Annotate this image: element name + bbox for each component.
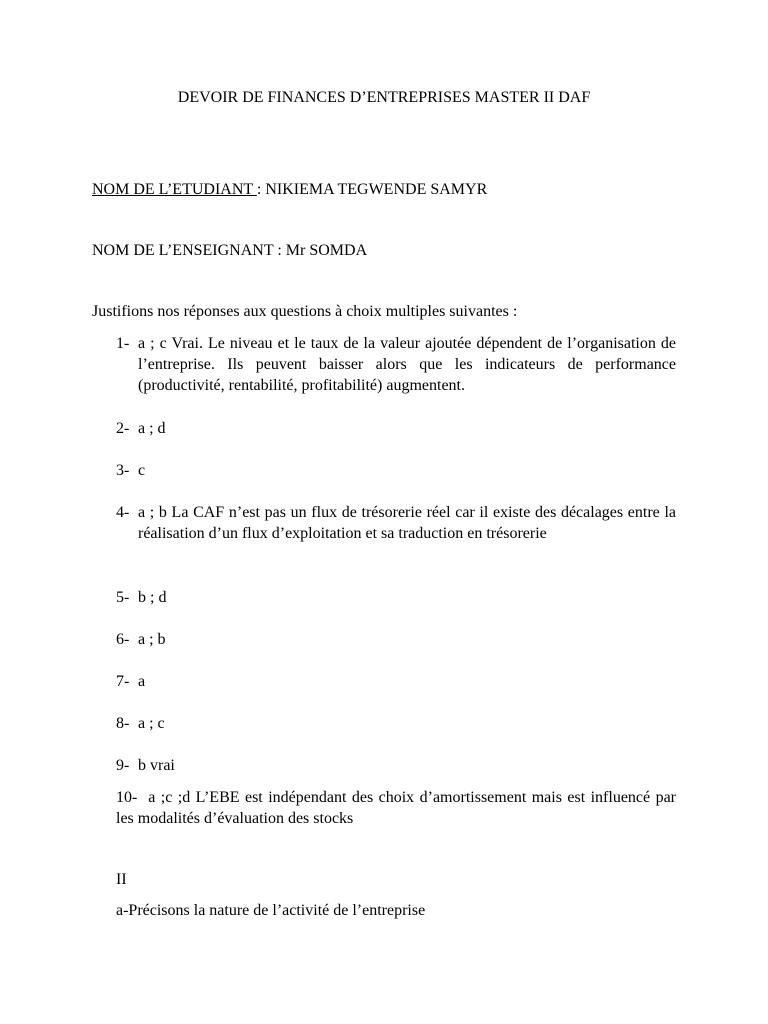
answer-item-1: [116, 333, 676, 396]
answer-number: 2-: [116, 420, 130, 437]
answer-text: a ; c: [138, 715, 165, 732]
answer-text: 10- a ;c ;d L’EBE est indépendant des choix d’amortissement mais est influencé par les modalités d’évaluation des stocks: [116, 789, 677, 827]
teacher-label: NOM DE L’ENSEIGNANT :: [92, 242, 286, 259]
answer-text: a ; d: [138, 420, 166, 437]
answer-number: 3-: [116, 462, 130, 479]
answer-item-7: [116, 671, 676, 692]
answer-text: a: [138, 673, 146, 690]
answer-item-6: [116, 629, 676, 650]
answer-text: c: [138, 462, 146, 479]
answer-number: 8-: [116, 715, 130, 732]
answer-item-10: [116, 787, 676, 829]
answer-number: 1-: [116, 335, 130, 352]
answer-text: a ; b La CAF n’est pas un flux de trésorerie réel car il existe des décalages entre la réalisation d’un flux d’exploitation et sa traduction en trésorerie: [138, 504, 676, 542]
student-name: NIKIEMA TEGWENDE SAMYR: [265, 181, 488, 198]
answer-text: a ; c Vrai. Le niveau et le taux de la valeur ajoutée dépendent de l’organisation de l’entreprise. Ils peuvent baisser alors que les indicateurs de performance (productivité, rentabilité, profitabilité) augmentent.: [138, 335, 676, 394]
answer-number: 10-: [116, 789, 138, 806]
answer-number: 7-: [116, 673, 130, 690]
answer-item-2: [116, 418, 676, 439]
section-heading-ii: II: [116, 871, 127, 888]
answer-number: 5-: [116, 589, 130, 606]
student-label: NOM DE L’ETUDIANT: [92, 181, 257, 198]
teacher-name: Mr SOMDA: [285, 242, 368, 259]
answer-item-3: [116, 460, 676, 481]
answer-number: 6-: [116, 631, 130, 648]
answer-text: b vrai: [138, 757, 175, 774]
teacher-line: [92, 241, 367, 261]
answer-item-4: [116, 502, 676, 544]
answer-item-9: [116, 755, 676, 776]
answer-item-8: [116, 713, 676, 734]
answer-text: a ; b: [138, 631, 166, 648]
answer-number: 9-: [116, 757, 130, 774]
answer-item-5: [116, 587, 676, 608]
document-title: DEVOIR DE FINANCES D’ENTREPRISES MASTER II DAF: [177, 89, 591, 106]
answer-text: b ; d: [138, 589, 167, 606]
section-ii-subheading-a: a-Précisons la nature de l’activité de l’entreprise: [116, 902, 426, 919]
answer-number: 4-: [116, 504, 130, 521]
student-separator: :: [256, 181, 266, 198]
student-line: [92, 180, 487, 200]
intro-text: Justifions nos réponses aux questions à choix multiples suivantes :: [92, 303, 518, 320]
